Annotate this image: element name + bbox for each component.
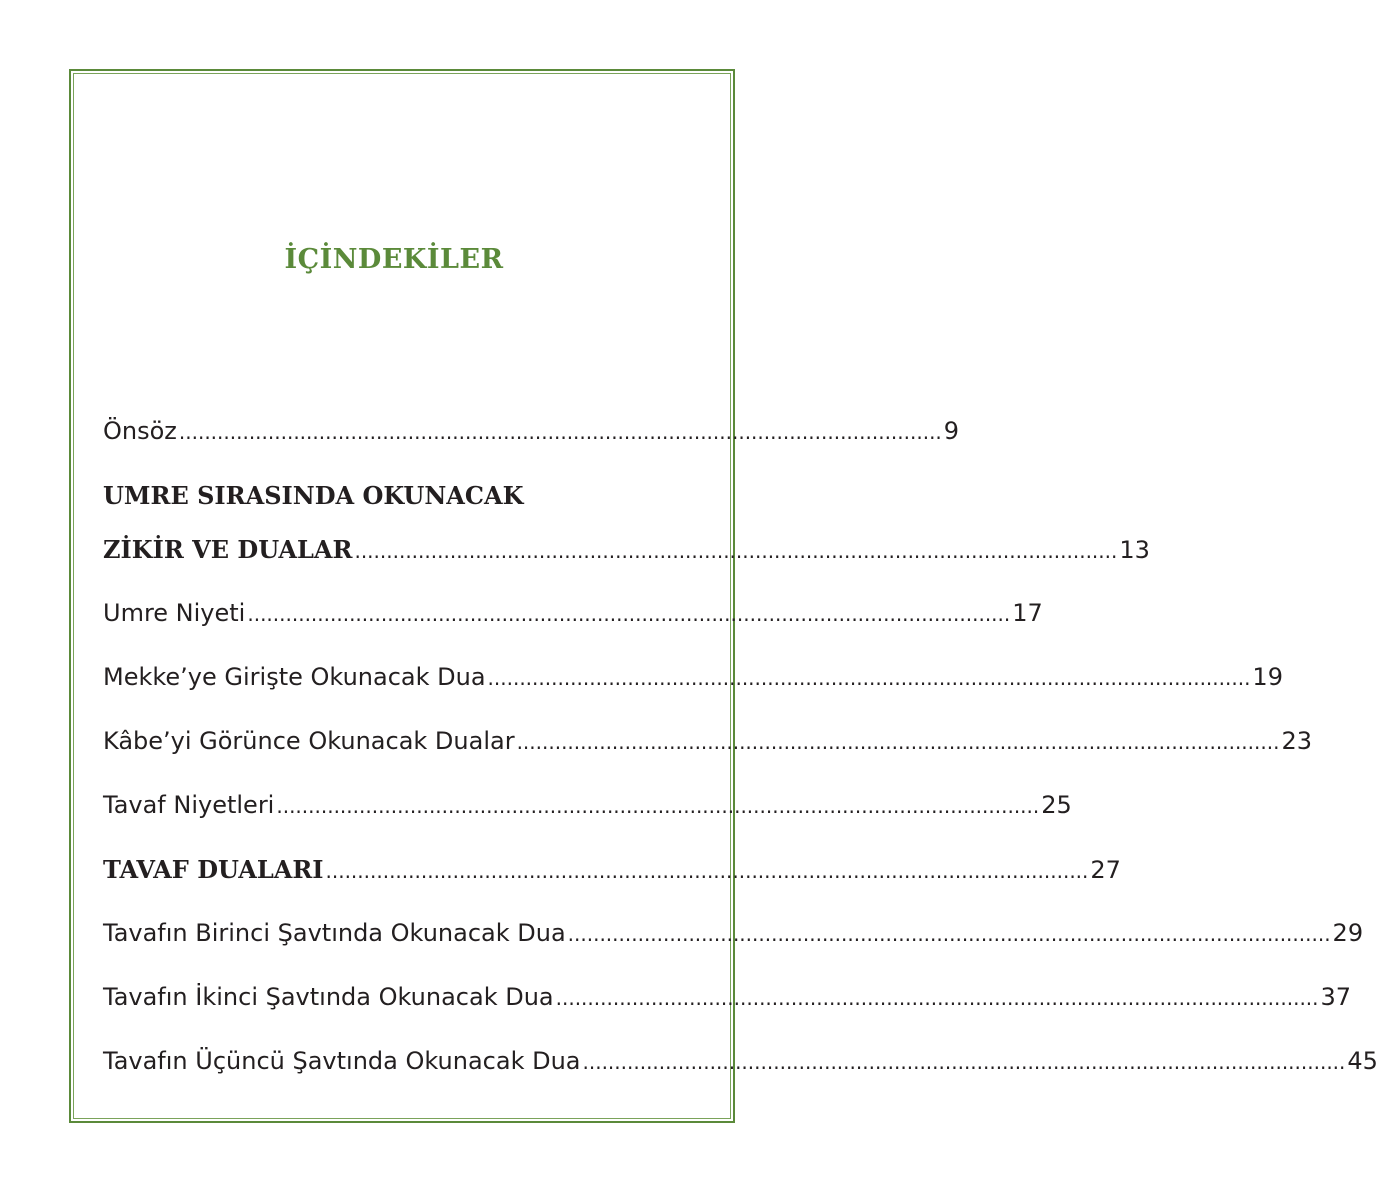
- toc-entry-label: UMRE SIRASINDA OKUNACAK: [103, 481, 524, 510]
- toc-entry-mekke[interactable]: [103, 663, 1283, 727]
- toc-leader-dots: ........................................................................................................................: [276, 794, 1040, 818]
- toc-section-heading-umre: [103, 481, 701, 535]
- toc-leader-dots: ........................................................................................................................: [354, 539, 1118, 563]
- toc-entry-page: 25: [1041, 791, 1072, 819]
- toc-entry-page: 27: [1090, 856, 1121, 884]
- toc-entry-page: 19: [1252, 663, 1283, 691]
- toc-entry-label: ZİKİR VE DUALAR: [103, 535, 353, 564]
- toc-entry-label: Umre Niyeti: [103, 599, 246, 627]
- toc-entry-tavaf-niyetleri[interactable]: [103, 791, 1072, 855]
- toc-entry-ucuncu-savt[interactable]: [103, 1047, 1378, 1111]
- toc-leader-dots: ........................................................................................................................: [178, 420, 942, 444]
- toc-entry-tavaf-dualari[interactable]: [103, 855, 1121, 919]
- toc-entry-page: 37: [1320, 983, 1352, 1011]
- toc-leader-dots: ........................................................................................................................: [516, 730, 1280, 754]
- toc-leader-dots: ........................................................................................................................: [582, 1050, 1346, 1074]
- toc-entry-page: 29: [1332, 919, 1364, 947]
- toc-entry-zikir-ve-dualar[interactable]: [103, 535, 1150, 599]
- toc-entry-umre-niyeti[interactable]: [103, 599, 1043, 663]
- toc-leader-dots: ........................................................................................................................: [487, 666, 1251, 690]
- toc-leader-dots: ........................................................................................................................: [555, 986, 1319, 1010]
- toc-entry-label: TAVAF DUALARI: [103, 855, 324, 884]
- toc-entry-page: 17: [1012, 599, 1043, 627]
- toc-leader-dots: ........................................................................................................................: [567, 922, 1331, 946]
- toc-entry-label: Tavaf Niyetleri: [103, 791, 275, 819]
- toc-leader-dots: ........................................................................................................................: [247, 602, 1011, 626]
- toc-entry-page: 23: [1281, 727, 1312, 755]
- toc-entry-label: Mekke’ye Girişte Okunacak Dua: [103, 663, 486, 691]
- toc-entry-label: Önsöz: [103, 417, 177, 445]
- toc-entry-onsoz[interactable]: [103, 417, 960, 481]
- toc-entry-page: 13: [1119, 536, 1150, 564]
- toc-entry-label: Tavafın Birinci Şavtında Okunacak Dua: [103, 919, 566, 947]
- toc-entry-birinci-savt[interactable]: [103, 919, 1364, 983]
- toc-entry-label: Kâbe’yi Görünce Okunacak Dualar: [103, 727, 515, 755]
- toc-entry-label: Tavafın Üçüncü Şavtında Okunacak Dua: [103, 1047, 581, 1075]
- toc-entry-page: 9: [943, 417, 960, 445]
- toc-entry-ikinci-savt[interactable]: [103, 983, 1352, 1047]
- toc-leader-dots: ........................................................................................................................: [325, 859, 1089, 883]
- toc-entry-kabe[interactable]: [103, 727, 1312, 791]
- toc-entry-label: Tavafın İkinci Şavtında Okunacak Dua: [103, 983, 554, 1011]
- page-title: İÇİNDEKİLER: [284, 244, 504, 275]
- toc-entry-page: 45: [1347, 1047, 1378, 1075]
- table-of-contents: [103, 417, 1378, 1111]
